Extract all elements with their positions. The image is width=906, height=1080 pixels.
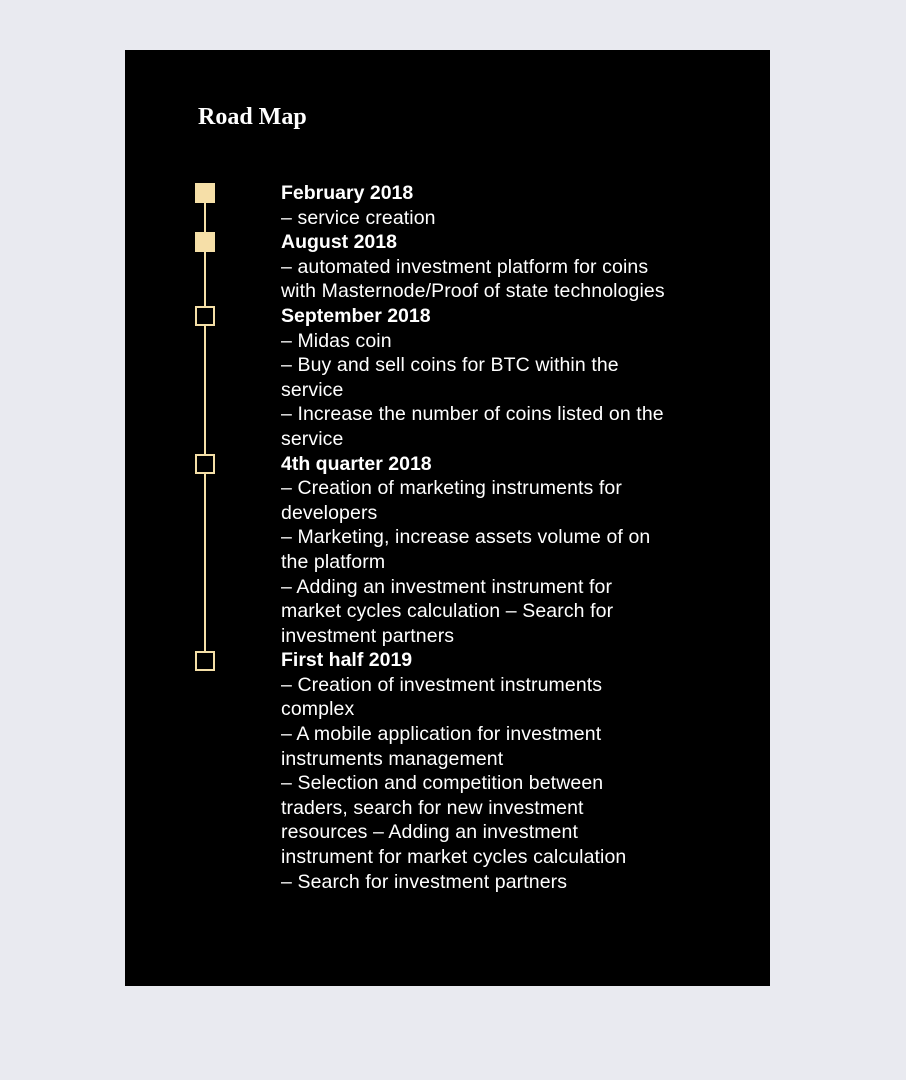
milestone-description-line: with Masternode/Proof of state technologies <box>281 280 665 303</box>
milestone-description-line: investment partners <box>281 624 455 647</box>
milestone-item <box>281 230 701 304</box>
milestone-item <box>281 648 701 894</box>
milestone-item <box>281 452 701 649</box>
milestone-item <box>281 181 701 230</box>
milestone-description-line: – Buy and sell coins for BTC within the <box>281 354 619 377</box>
milestone-marker-filled-icon <box>195 232 215 252</box>
milestone-description-line: service <box>281 378 344 401</box>
milestone-description-line: – Creation of marketing instruments for <box>281 477 622 500</box>
milestone-description-line: market cycles calculation – Search for <box>281 600 614 623</box>
timeline-line <box>204 193 206 660</box>
roadmap-title: Road Map <box>198 104 307 130</box>
milestone-description-line: complex <box>281 698 355 721</box>
milestone-description-line: service <box>281 427 344 450</box>
milestone-date: August 2018 <box>281 231 397 254</box>
milestone-description-line: developers <box>281 501 378 524</box>
milestone-description-line: – Adding an investment instrument for <box>281 575 613 598</box>
milestone-item <box>281 304 701 452</box>
milestone-description-line: instrument for market cycles calculation <box>281 846 627 869</box>
milestone-description-line: resources – Adding an investment <box>281 821 578 844</box>
milestone-description-line: – Increase the number of coins listed on the <box>281 403 664 426</box>
milestone-date: 4th quarter 2018 <box>281 452 432 475</box>
milestone-marker-outline-icon <box>195 306 215 326</box>
milestone-marker-outline-icon <box>195 651 215 671</box>
milestone-marker-filled-icon <box>195 183 215 203</box>
milestone-description-line: – Marketing, increase assets volume of on <box>281 526 651 549</box>
milestone-description-line: – automated investment platform for coins <box>281 255 649 278</box>
milestone-description-line: – Creation of investment instruments <box>281 673 603 696</box>
milestone-description-line: instruments management <box>281 747 504 770</box>
milestone-description-line: – Selection and competition between <box>281 772 604 795</box>
milestone-date: First half 2019 <box>281 649 413 672</box>
roadmap-card <box>125 50 770 986</box>
milestone-description-line: traders, search for new investment <box>281 796 584 819</box>
milestone-marker-outline-icon <box>195 454 215 474</box>
milestone-description-line: the platform <box>281 550 386 573</box>
milestone-date: September 2018 <box>281 304 431 327</box>
milestone-date: February 2018 <box>281 182 414 204</box>
milestone-description-line: – Search for investment partners <box>281 870 568 893</box>
milestone-description-line: – A mobile application for investment <box>281 723 602 746</box>
milestone-list <box>281 181 701 894</box>
milestone-description-line: – Midas coin <box>281 329 392 352</box>
milestone-description-line: – service creation <box>281 206 436 229</box>
